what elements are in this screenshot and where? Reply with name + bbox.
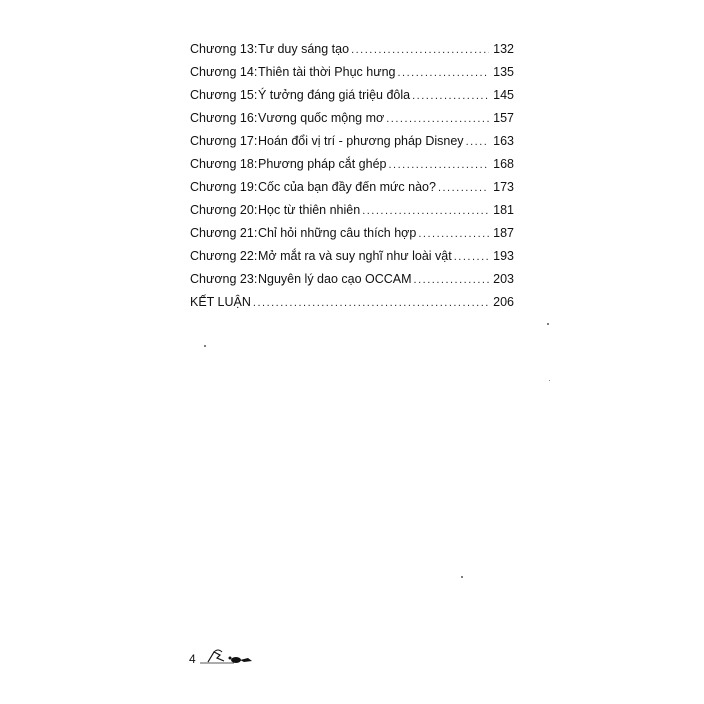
chapter-label: Chương 16:	[190, 111, 258, 125]
conclusion-title: KẾT LUẬN	[190, 295, 251, 309]
dot-leader	[362, 200, 489, 223]
page-number: 157	[493, 111, 514, 125]
chapter-label: Chương 13:	[190, 42, 258, 56]
chapter-title: Tư duy sáng tạo	[258, 42, 350, 56]
toc-entry-chapter-16	[190, 107, 514, 130]
paper-speck	[549, 380, 550, 381]
page-number: 145	[493, 88, 514, 102]
page-number: 181	[493, 203, 514, 217]
toc-entry-chapter-15	[190, 84, 514, 107]
dot-leader	[351, 39, 489, 62]
chapter-label: Chương 17:	[190, 134, 258, 148]
page-number: 173	[493, 180, 514, 194]
page-number: 135	[493, 65, 514, 79]
page-footer	[189, 646, 256, 666]
dot-leader	[414, 269, 490, 292]
paper-speck	[547, 323, 549, 325]
toc-entry-chapter-22	[190, 245, 514, 268]
dot-leader	[466, 131, 490, 154]
chapter-label: Chương 23:	[190, 272, 258, 286]
paper-speck	[461, 576, 463, 578]
page-number: 168	[493, 157, 514, 171]
toc-entry-conclusion	[190, 291, 514, 314]
dot-leader	[253, 292, 489, 315]
chapter-title: Hoán đổi vị trí - phương pháp Disney	[258, 134, 464, 148]
chapter-title: Cốc của bạn đầy đến mức nào?	[258, 180, 436, 194]
footer-page-number: 4	[189, 652, 196, 666]
dot-leader	[388, 154, 489, 177]
page-number: 206	[493, 295, 514, 309]
chapter-label: Chương 14:	[190, 65, 258, 79]
toc-entry-chapter-18	[190, 153, 514, 176]
chapter-label: Chương 21:	[190, 226, 258, 240]
chapter-title: Thiên tài thời Phục hưng	[258, 65, 396, 79]
toc-entry-chapter-21	[190, 222, 514, 245]
dot-leader	[386, 108, 489, 131]
chapter-title: Vương quốc mộng mơ	[258, 111, 385, 125]
toc-entry-chapter-20	[190, 199, 514, 222]
chapter-label: Chương 22:	[190, 249, 258, 263]
page-number: 193	[493, 249, 514, 263]
toc-entry-chapter-17	[190, 130, 514, 153]
dot-leader	[412, 85, 489, 108]
chapter-title: Phương pháp cắt ghép	[258, 157, 387, 171]
chapter-label: Chương 15:	[190, 88, 258, 102]
reclining-figure-ornament-icon	[200, 646, 256, 666]
dot-leader	[418, 223, 489, 246]
dot-leader	[438, 177, 489, 200]
chapter-label: Chương 19:	[190, 180, 258, 194]
chapter-title: Nguyên lý dao cạo OCCAM	[258, 272, 412, 286]
chapter-label: Chương 20:	[190, 203, 258, 217]
toc-entry-chapter-23	[190, 268, 514, 291]
dot-leader	[397, 62, 489, 85]
page-number: 132	[493, 42, 514, 56]
paper-speck	[204, 345, 206, 347]
chapter-title: Ý tưởng đáng giá triệu đôla	[258, 88, 411, 102]
table-of-contents	[190, 38, 514, 314]
dot-leader	[454, 246, 489, 269]
chapter-title: Mở mắt ra và suy nghĩ như loài vật	[258, 249, 452, 263]
toc-entry-chapter-14	[190, 61, 514, 84]
page-number: 163	[493, 134, 514, 148]
chapter-title: Học từ thiên nhiên	[258, 203, 361, 217]
chapter-title: Chỉ hỏi những câu thích hợp	[258, 226, 417, 240]
chapter-label: Chương 18:	[190, 157, 258, 171]
page-number: 187	[493, 226, 514, 240]
page-number: 203	[493, 272, 514, 286]
toc-entry-chapter-19	[190, 176, 514, 199]
toc-entry-chapter-13	[190, 38, 514, 61]
